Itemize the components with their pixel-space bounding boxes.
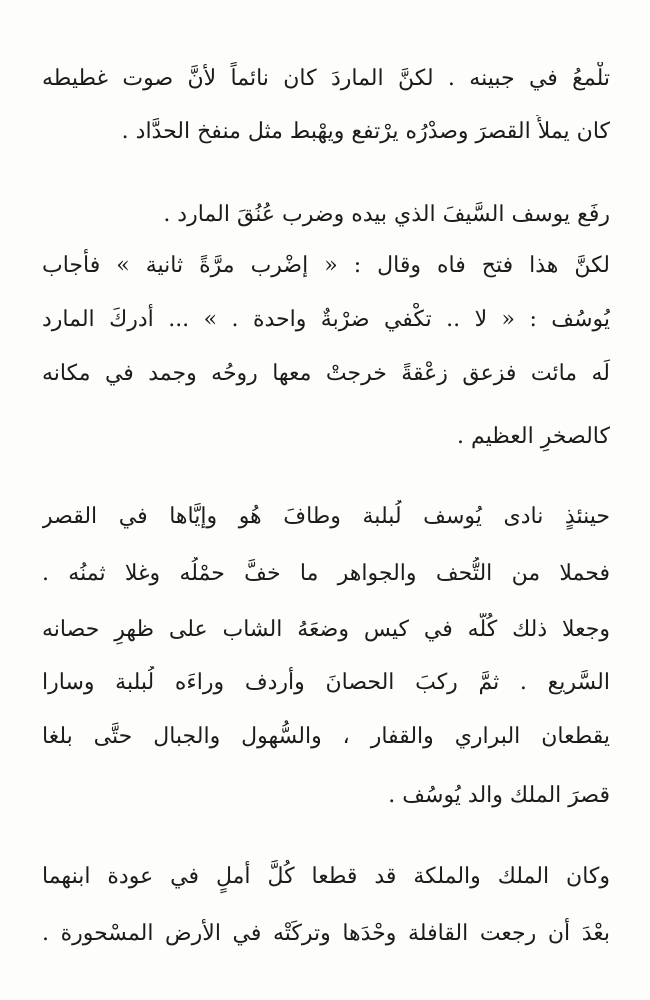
text-line: لكنَّ هذا فتح فاه وقال : « إضْرب مرَّةً ثانية » فأجاب xyxy=(42,253,610,278)
text-line: رفَع يوسف السَّيفَ الذي بيده وضرب عُنُقَ المارد . xyxy=(163,202,610,227)
text-line: كان يملأُ القصرَ وصدْرُه يرْتفع ويهْبط مثل منفخ الحدَّاد . xyxy=(121,119,610,144)
text-line: تلْمعُ في جبينه . لكنَّ الماردَ كان نائماً لأنَّ صوت غطيطه xyxy=(42,66,610,91)
text-line: بعْدَ أن رجعت القافلة وحْدَها وتركَتْه في الأرض المسْحورة . xyxy=(42,921,610,946)
text-line: يقطعان البراري والقفار ، والسُّهول والجبال حتَّى بلغا xyxy=(42,724,610,749)
text-line: وكان الملك والملكة قد قطعا كُلَّ أملٍ في عودة ابنهما xyxy=(42,864,610,889)
text-line: فحملا من التُّحف والجواهر ما خفَّ حمْلُه وغلا ثمنُه . xyxy=(42,561,610,586)
text-line: يُوسُف : « لا .. تكْفي ضرْبةٌ واحدة . » ... أدركَ المارد xyxy=(42,307,610,332)
text-line: وجعلا ذلك كُلَّه في كيس وضعَهُ الشاب على ظهرِ حصانه xyxy=(42,617,610,642)
text-line: كالصخرِ العظيم . xyxy=(456,424,610,449)
text-line: لَه مائت فزعق زعْقةً خرجتْ معها روحُه وجمد في مكانه xyxy=(42,361,610,386)
text-line: قصرَ الملك والد يُوسُف . xyxy=(388,783,610,808)
text-line: حينئذٍ نادى يُوسف لُبلبة وطافَ هُو وإيَّاها في القصر xyxy=(42,504,610,529)
text-line: السَّريع . ثمَّ ركبَ الحصانَ وأردف وراءَه لُبلبة وسارا xyxy=(42,670,610,695)
